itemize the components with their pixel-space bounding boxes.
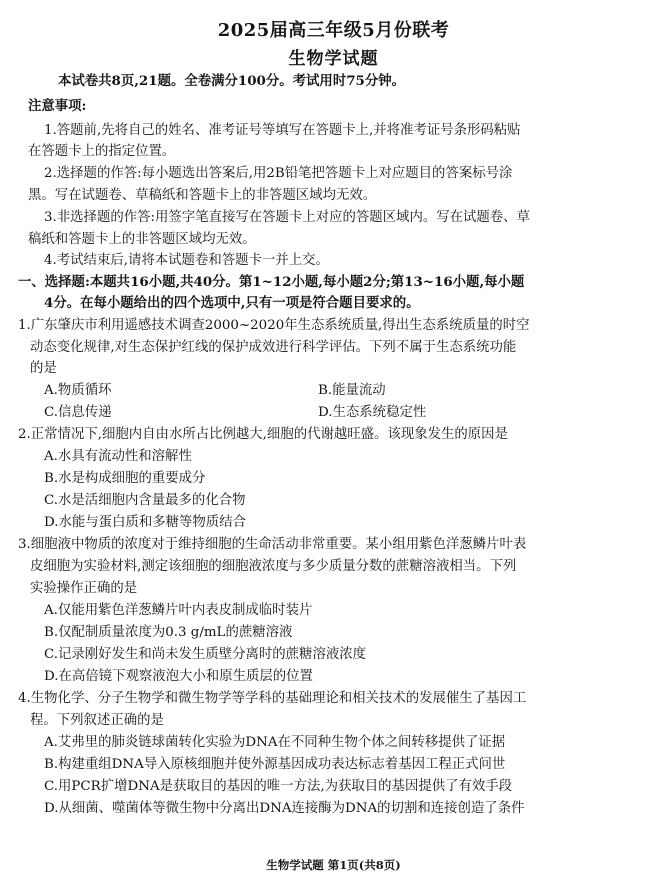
exam-info: 本试卷共8页,21题。全卷满分100分。考试用时75分钟。: [58, 73, 406, 89]
option-d: D.在高倍镜下观察液泡大小和原生质层的位置: [44, 669, 313, 684]
option-d: D.从细菌、噬菌体等微生物中分离出DNA连接酶为DNA的切割和连接创造了条件: [44, 801, 525, 816]
page-footer: 生物学试题 第1页(共8页): [266, 858, 401, 872]
option-a: A.仅能用紫色洋葱鳞片叶内表皮制成临时装片: [44, 603, 313, 618]
option-b: B.构建重组DNA导入原核细胞并使外源基因成功表达标志着基因工程正式问世: [44, 757, 506, 772]
option-c: C.记录刚好发生和尚未发生质壁分离时的蔗糖溶液浓度: [44, 647, 367, 662]
option-a: A.艾弗里的肺炎链球菌转化实验为DNA在不同种生物个体之间转移提供了证据: [44, 735, 506, 750]
notice-heading: 注意事项:: [28, 98, 87, 114]
notice-line: 3.非选择题的作答:用签字笔直接写在答题卡上对应的答题区域内。写在试题卷、草: [44, 210, 530, 225]
question-stem: 2.正常情况下,细胞内自由水所占比例越大,细胞的代谢越旺盛。该现象发生的原因是: [18, 427, 508, 442]
option-b: B.水是构成细胞的重要成分: [44, 471, 206, 486]
question-stem: 4.生物化学、分子生物学和微生物学等学科的基础理论和相关技术的发展催生了基因工: [18, 691, 527, 706]
notice-line: 稿纸和答题卡上的非答题区域均无效。: [28, 232, 256, 247]
option-d: D.水能与蛋白质和多糖等物质结合: [44, 515, 246, 530]
notice-line: 4.考试结束后,请将本试题卷和答题卡一并上交。: [44, 253, 329, 268]
notice-line: 黑。写在试题卷、草稿纸和答题卡上的非答题区域均无效。: [28, 188, 377, 203]
option-c: C.用PCR扩增DNA是获取目的基因的唯一方法,为获取目的基因提供了有效手段: [44, 779, 513, 794]
question-stem: 皮细胞为实验材料,测定该细胞的细胞液浓度与多少质量分数的蔗糖溶液相当。下列: [30, 559, 517, 574]
question-stem: 3.细胞液中物质的浓度对于维持细胞的生命活动非常重要。某小组用紫色洋葱鳞片叶表: [18, 537, 527, 552]
question-stem: 1.广东肇庆市利用遥感技术调查2000~2020年生态系统质量,得出生态系统质量的时空: [18, 318, 530, 333]
option-b: B.能量流动: [318, 383, 386, 398]
exam-subject: 生物学试题: [288, 49, 379, 69]
question-stem: 动态变化规律,对生态保护红线的保护成效进行科学评估。下列不属于生态系统功能: [30, 340, 517, 355]
notice-line: 1.答题前,先将自己的姓名、准考证号等填写在答题卡上,并将准考证号条形码粘贴: [44, 123, 521, 138]
question-stem: 的是: [30, 361, 57, 376]
exam-title: 2025届高三年级5月份联考: [217, 20, 450, 41]
option-c: C.信息传递: [44, 405, 112, 420]
notice-line: 在答题卡上的指定位置。: [28, 144, 176, 159]
section-heading: 一、选择题:本题共16小题,共40分。第1~12小题,每小题2分;第13~16小题,每小题: [18, 274, 525, 290]
option-c: C.水是活细胞内含量最多的化合物: [44, 493, 246, 508]
option-b: B.仅配制质量浓度为0.3 g/mL的蔗糖溶液: [44, 625, 293, 640]
option-a: A.水具有流动性和溶解性: [44, 449, 192, 464]
option-d: D.生态系统稳定性: [318, 405, 427, 420]
question-stem: 实验操作正确的是: [30, 581, 138, 596]
section-heading-cont: 4分。在每小题给出的四个选项中,只有一项是符合题目要求的。: [44, 295, 420, 311]
question-stem: 程。下列叙述正确的是: [30, 713, 164, 728]
notice-line: 2.选择题的作答:每小题选出答案后,用2B铅笔把答题卡上对应题目的答案标号涂: [44, 166, 513, 181]
option-a: A.物质循环: [44, 383, 112, 398]
